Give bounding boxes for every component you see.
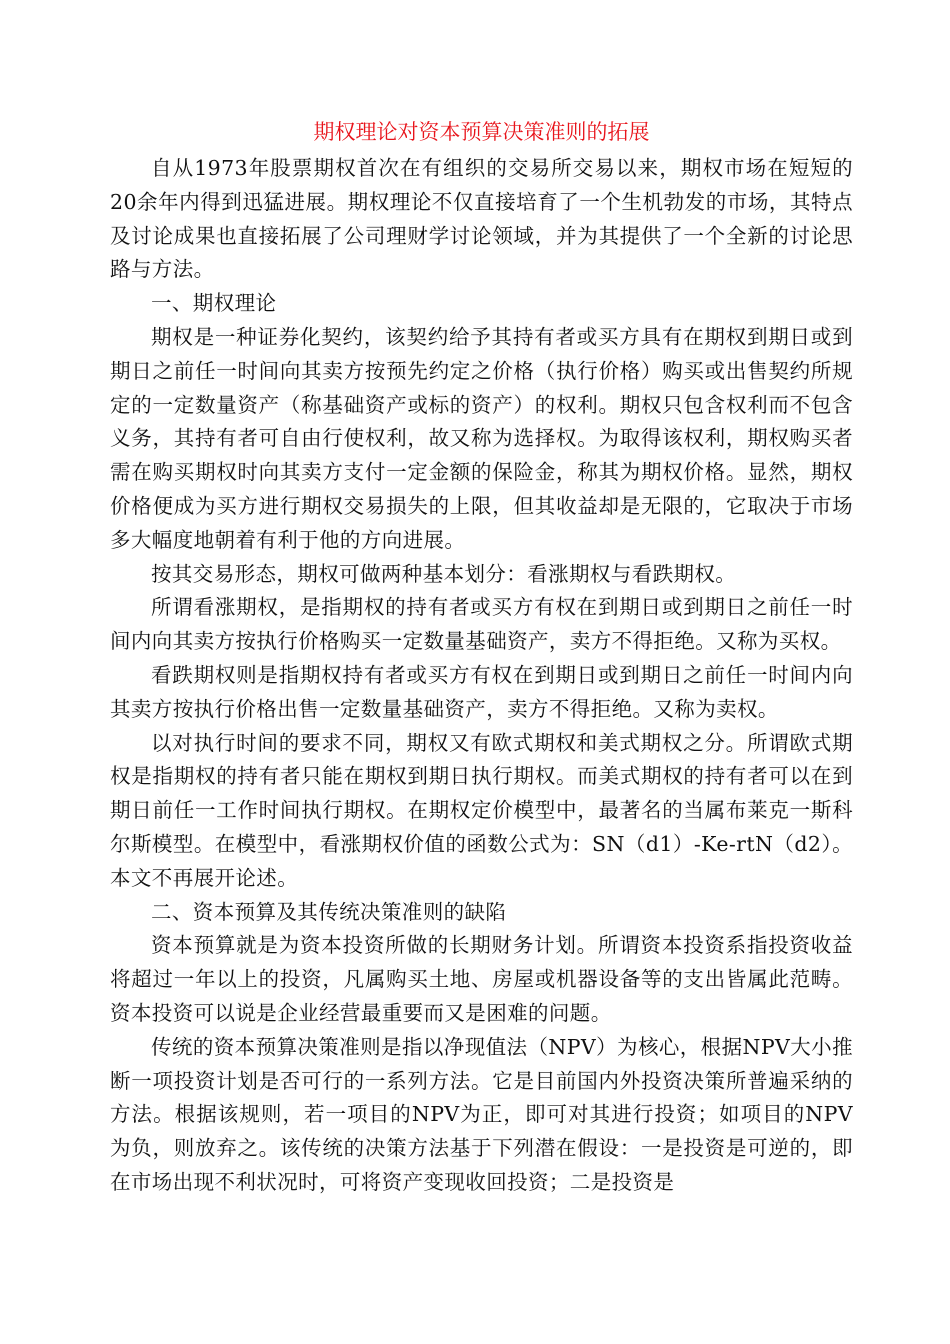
- section-heading-option-theory: 一、期权理论: [151, 291, 277, 316]
- paragraph-capital-budgeting: 资本预算就是为资本投资所做的长期财务计划。所谓资本投资系指投资收益将超过一年以上的投资，凡属购买土地、房屋或机器设备等的支出皆属此范畴。资本投资可以说是企业经营最重要而又是困难的问题。: [110, 933, 853, 1025]
- section-heading-capital-budgeting: 二、资本预算及其传统决策准则的缺陷: [151, 899, 507, 924]
- paragraph-traditional-npv: 传统的资本预算决策准则是指以净现值法（NPV）为核心，根据NPV大小推断一项投资计划是否可行的一系列方法。它是目前国内外投资决策所普遍采纳的方法。根据该规则，若一项目的NPV为正，即可对其进行投资；如项目的NPV为负，则放弃之。该传统的决策方法基于下列潜在假设：一是投资是可逆的，即在市场出现不利状况时，可将资产变现收回投资；二是投资是: [110, 1034, 853, 1194]
- document-page: [110, 112, 853, 1200]
- paragraph-call-option: 所谓看涨期权，是指期权的持有者或买方有权在到期日或到期日之前任一时间内向其卖方按执行价格购买一定数量基础资产，卖方不得拒绝。又称为买权。: [110, 595, 853, 654]
- paragraph-european-american: 以对执行时间的要求不同，期权又有欧式期权和美式期权之分。所谓欧式期权是指期权的持有者只能在期权到期日执行期权。而美式期权的持有者可以在到期日前任一工作时间执行期权。在期权定价模型中，最著名的当属布莱克一斯科尔斯模型。在模型中，看涨期权价值的函数公式为：SN（d1）-Ke-rtN（d2）。本文不再展开论述。: [110, 730, 853, 890]
- paragraph-option-types: 按其交易形态，期权可做两种基本划分：看涨期权与看跌期权。: [151, 561, 737, 586]
- paragraph-option-definition: 期权是一种证券化契约，该契约给予其持有者或买方具有在期权到期日或到期日之前任一时间向其卖方按预先约定之价格（执行价格）购买或出售契约所规定的一定数量资产（称基础资产或标的资产）的权利。期权只包含权利而不包含义务，其持有者可自由行使权利，故又称为选择权。为取得该权利，期权购买者需在购买期权时向其卖方支付一定金额的保险金，称其为期权价格。显然，期权价格便成为买方进行期权交易损失的上限，但其收益却是无限的，它取决于市场多大幅度地朝着有利于他的方向进展。: [110, 324, 853, 552]
- document-title: 期权理论对资本预算决策准则的拓展: [313, 120, 650, 144]
- paragraph-intro: 自从1973年股票期权首次在有组织的交易所交易以来，期权市场在短短的20余年内得到迅猛进展。期权理论不仅直接培育了一个生机勃发的市场，其特点及讨论成果也直接拓展了公司理财学讨论领域，并为其提供了一个全新的讨论思路与方法。: [110, 156, 853, 282]
- paragraph-put-option: 看跌期权则是指期权持有者或买方有权在到期日或到期日之前任一时间内向其卖方按执行价格出售一定数量基础资产，卖方不得拒绝。又称为卖权。: [110, 662, 853, 721]
